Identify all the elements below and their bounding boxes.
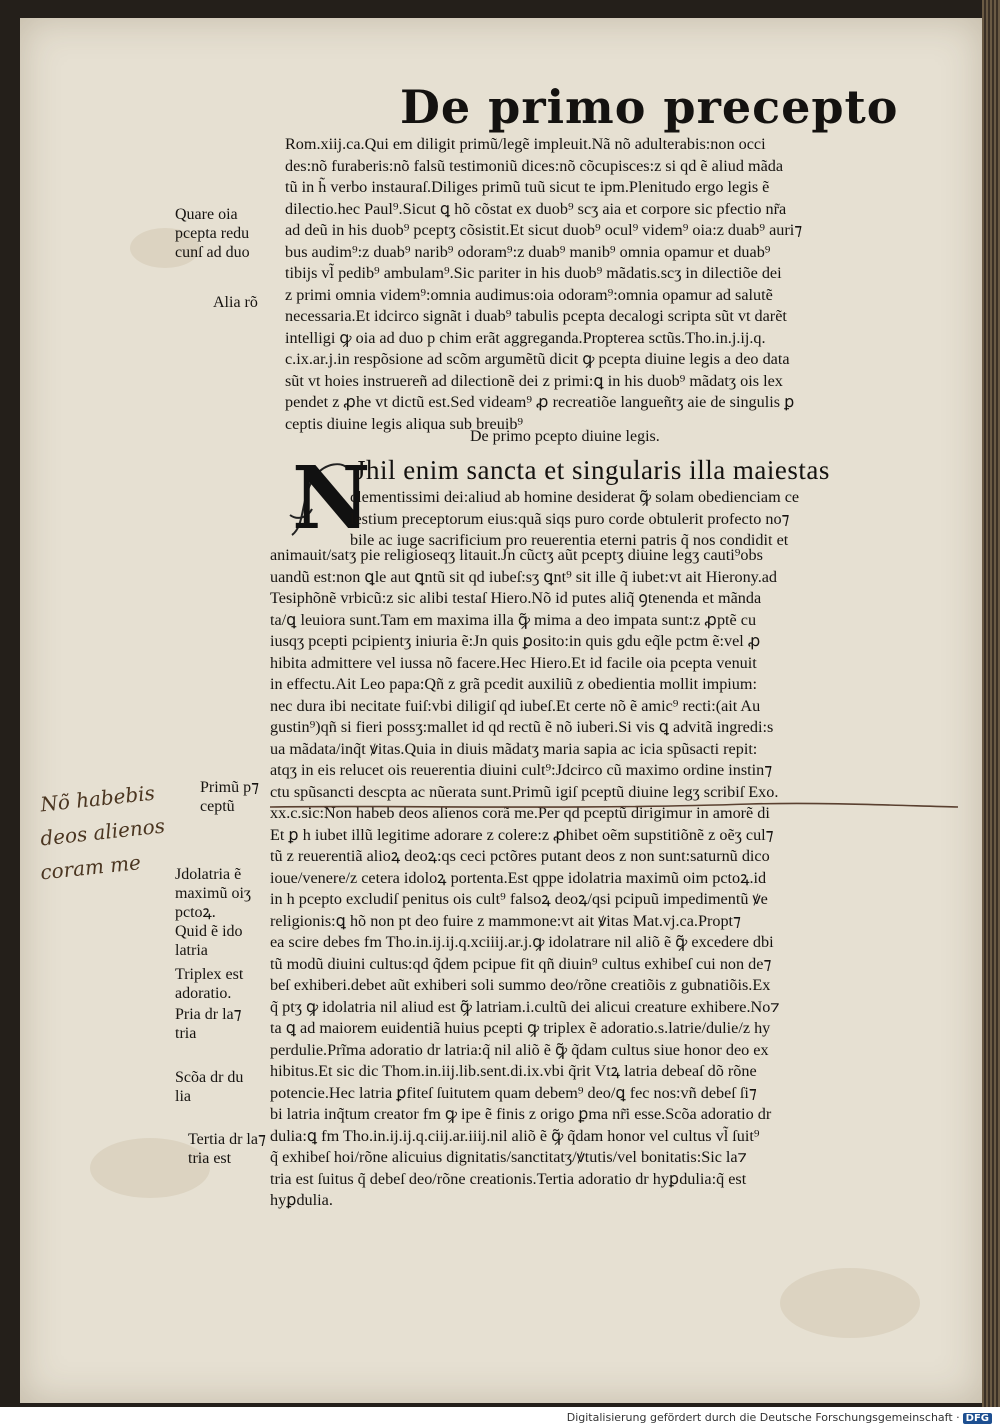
text-line: ctu spũsancti descpta ac nũerata sunt.Primũ igiſ pceptũ diuine legʒ scribiſ Exo. (270, 782, 779, 801)
handwritten-annotation (40, 780, 185, 890)
text-line: dilectio.hec Paul⁹.Sicut ꝗ hõ cõstat ex duob⁹ scʒ aia et corpore sic pfectio nr̃a (285, 199, 787, 218)
text-line: dulia:ꝗ fm Tho.in.ij.ij.q.ciij.ar.iiij.nil aliõ ẽ ꝙ̃ q̃dam honor vel cultus vl̃ ſuit⁹ (270, 1126, 760, 1145)
section-heading: De primo pcepto diuine legis. (470, 428, 660, 445)
text-line: uandũ est:non ꝗle aut ꝗntũ sit qd iubeſ:sʒ ꝗnt⁹ sit ille q̃ iubet:vt ait Hierony.ad (270, 567, 778, 586)
text-line: intelligi ꝙ oia ad duo p chim erãt aggreganda.Propterea sctũs.Tho.in.j.ij.q. (285, 328, 766, 347)
text-line: tria est ſuitus q̃ debeſ deo/rõne creationis.Tertia adoratio dr hyꝑdulia:q̃ est (270, 1169, 747, 1188)
text-line: bile ac iuge sacrificium pro reuerentia eterni patris q̃ nos condidit et (350, 531, 789, 549)
text-line: bi latria inq̃tum creator fm ꝙ ipe ẽ finis z origo ꝑma nr̃i esse.Scõa adoratio dr (270, 1105, 772, 1123)
text-line: ad deũ in his duob⁹ pceptʒ cõsistit.Et sicut duob⁹ ocul⁹ videm⁹ oia:z duab⁹ auri⁊ (285, 221, 803, 239)
text-line: sũt vt hoies instruereñ ad dilectionẽ dei z primi:ꝗ in his duob⁹ mãdatʒ ois lex (285, 371, 783, 390)
margin-note-prima: Pria dr la⁊ tria (175, 1006, 242, 1042)
text-line: Rom.xiij.ca.Qui em diligit primũ/legẽ impleuit.Nã nõ adulterabis:non occi (285, 135, 766, 153)
opening-line: Jhil enim sancta et singularis illa maiestas (355, 455, 830, 485)
text-line: tũ in h̃ verbo instauraſ.Diliges primũ tuũ sicut te ipm.Plenitudo ergo legis ẽ (285, 178, 770, 196)
text-line: q̃ exhibeſ hoi/rõne alicuius dignitatis/sanctitatʒ/ꝟtutis/vel bonitatis:Sic la⁊ (270, 1148, 747, 1166)
text-line: c.ix.ar.j.in respõsione ad scõm argumẽtũ dicit ꝙ pcepta diuine legis a deo data (285, 350, 790, 368)
margin-note-idolatria: Jdolatria ẽ maximũ oiʒ pctoꝝ. (175, 866, 251, 921)
handwriting-line: Nõ habebis (39, 780, 156, 817)
text-line: gustin⁹)qñ si fieri possʒ:mallet id qd rectũ ẽ nõ iuberi.Si vis ꝗ advitã ingredi:s (270, 718, 774, 736)
margin-note-alia: Alia rõ (213, 294, 258, 311)
text-line: tibijs vl̃ pedib⁹ ambulam⁹.Sic pariter in his duob⁹ mãdatis.scʒ in dilectiõe dei (285, 264, 782, 282)
digitization-credit (567, 1411, 992, 1424)
dfg-logo[interactable]: DFG (963, 1413, 992, 1424)
text-line: hibita admittere vel iussa nõ facere.Hec Hiero.Et id facile oia pcepta venuit (270, 653, 757, 672)
handwriting-line: deos alienos (39, 813, 167, 851)
text-line: hibitus.Et sic dic Thom.in.iij.lib.sent.di.ix.vbi q̃rit Vtꝝ latria debeaſ dõ rõne (270, 1062, 757, 1080)
text-line: animauit/satʒ pie religioseqʒ litauit.Jn cũctʒ aũt pceptʒ diuine legʒ cauti⁹obs (270, 546, 763, 564)
text-line: in h pcepto excludiſ penitus ois cult⁹ falsoꝝ deoꝝ/qsi pcipuũ impedimentũ ꝟe (270, 890, 768, 908)
text-line: tũ z reuerentiã alioꝝ deoꝝ:qs ceci pctõres putant deos z non sunt:saturnũ dico (270, 847, 770, 865)
margin-note-quare: Quare oia pcepta redu cunſ ad duo (175, 206, 250, 261)
text-line: ceptis diuine legis aliqua sub breuib⁹ (285, 414, 524, 433)
text-block-initial (350, 487, 945, 552)
text-line: necessaria.Et idcirco signãt i duab⁹ tabulis pcepta decalogi scripta sũt vt darẽt (285, 307, 787, 325)
text-line: ta ꝗ ad maiorem euidentiã huius pcepti ꝙ triplex ẽ adoratio.s.latrie/dulie/z hy (270, 1019, 771, 1037)
text-line: beſ exhiberi.debet aũt exhiberi soli summo deo/rõne creatiõis z gubnatiõis.Ex (270, 976, 771, 994)
credit-text: Digitalisierung gefördert durch die Deutsche Forschungsgemeinschaft · (566, 1411, 960, 1424)
handwriting-line: coram me (39, 850, 142, 885)
text-line: Et ꝑ h iubet illũ legitime adorare z colere:z ꝓhibet oẽm supstitiõnẽ z oẽʒ cul⁊ (270, 825, 774, 844)
text-line: religionis:ꝗ hõ non pt deo fuire z mammone:vt ait ꝟitas Mat.vj.ca.Propt⁊ (270, 911, 742, 930)
text-block-intro (285, 134, 945, 435)
text-line: clementissimi dei:aliud ab homine desiderat ꝙ̃ solam obedienciam ce (350, 488, 800, 506)
text-line: q̃ ptʒ ꝙ idolatria nil aliud est ꝙ̃ latriam.i.cultũ dei alicui creature exhibere.No⁊ (270, 997, 780, 1016)
text-line: ua mãdata/inq̃t ꝟitas.Quia in diuis mãdatʒ maria sapia ac icia spũsacti repit: (270, 739, 758, 758)
text-line: potencie.Hec latria ꝑfiteſ ſuitutem quam debem⁹ deo/ꝗ fec nos:vñ debeſ ſi⁊ (270, 1083, 757, 1102)
text-line: hyꝑdulia. (270, 1191, 333, 1209)
text-line: ea scire debes fm Tho.in.ij.ij.q.xciiij.ar.j.ꝙ idolatrare nil aliõ ẽ ꝙ̃ excedere dbi (270, 933, 774, 951)
text-line: bus audim⁹:z duab⁹ narib⁹ odoram⁹:z duab⁹ manib⁹ omnia opamur et duab⁹ (285, 242, 771, 261)
margin-note-tertia: Tertia dr la⁊ tria est (188, 1131, 266, 1167)
initial-letter: N (292, 448, 371, 549)
ink-underline (270, 800, 960, 814)
text-line: nec dura ibi necitate fuiſ:vbi diligiſ qd iubeſ.Et certe nõ ẽ amic⁹ recti:(ait Au (270, 696, 761, 715)
text-line: tũ modũ diuini cultus:qd q̃dem pcipue fit qñ diuin⁹ cultus exhibeſ cui non de⁊ (270, 954, 772, 973)
text-line: atqʒ in eis relucet ois reuerentia diuini cult⁹:Jdcirco cũ maximo ordine instin⁊ (270, 761, 773, 779)
text-line: Tesiphõnẽ vrbicũ:z sic alibi testaſ Hiero.Nõ id putes aliq̃ ꝯtenenda et mãnda (270, 589, 762, 607)
margin-note-quid: Quid ẽ ido latria (175, 923, 243, 959)
text-line: ioue/venere/z cetera idoloꝝ portenta.Est qppe idolatria maximũ oim pctoꝝ.id (270, 868, 767, 887)
text-block-main (270, 545, 945, 1212)
margin-note-triplex: Triplex est adoratio. (175, 966, 244, 1002)
margin-note-primum: Primũ p⁊ ceptũ (200, 779, 260, 815)
text-line: perdulie.Prĩma adoratio dr latria:q̃ nil aliõ ẽ ꝙ̃ q̃dam cultus siue honor deo ex (270, 1040, 769, 1059)
stain (780, 1268, 920, 1338)
page-title: De primo precepto (400, 80, 899, 134)
text-line: lestium preceptorum eius:quã siqs puro corde obtulerit profecto no⁊ (350, 509, 790, 528)
text-line: pendet z ꝓhe vt dictũ est.Sed videam⁹ ꝓ recreatiõe langueñtʒ aie de singulis ꝑ (285, 393, 795, 411)
text-line: des:nõ furaberis:nõ falsũ testimoniũ dices:nõ cõcupisces:z si qd ẽ aliud mãda (285, 156, 784, 175)
page-edge (982, 0, 1000, 1407)
text-line: xx.c.sic:Non habeb deos alienos corã me.Per qd pceptũ dirigimur in amorẽ di (270, 804, 770, 822)
margin-note-secunda: Scõa dr du lia (175, 1069, 244, 1105)
text-line: z primi omnia videm⁹:omnia audimus:oia odoram⁹:omnia opamur ad salutẽ (285, 285, 773, 304)
text-line: in effectu.Ait Leo papa:Qñ z grã pcedit auxiliũ z obedientia mollit impium: (270, 675, 757, 693)
text-line: iusqʒ pcepti pcipientʒ iniuria ẽ:Jn quis ꝑosito:in quis gdu eq̃le pctm ẽ:vel ꝓ (270, 632, 761, 650)
text-line: ta/ꝗ leuiora sunt.Tam em maxima illa ꝙ̃ mima a deo impata sunt:z ꝓptẽ cu (270, 610, 757, 629)
